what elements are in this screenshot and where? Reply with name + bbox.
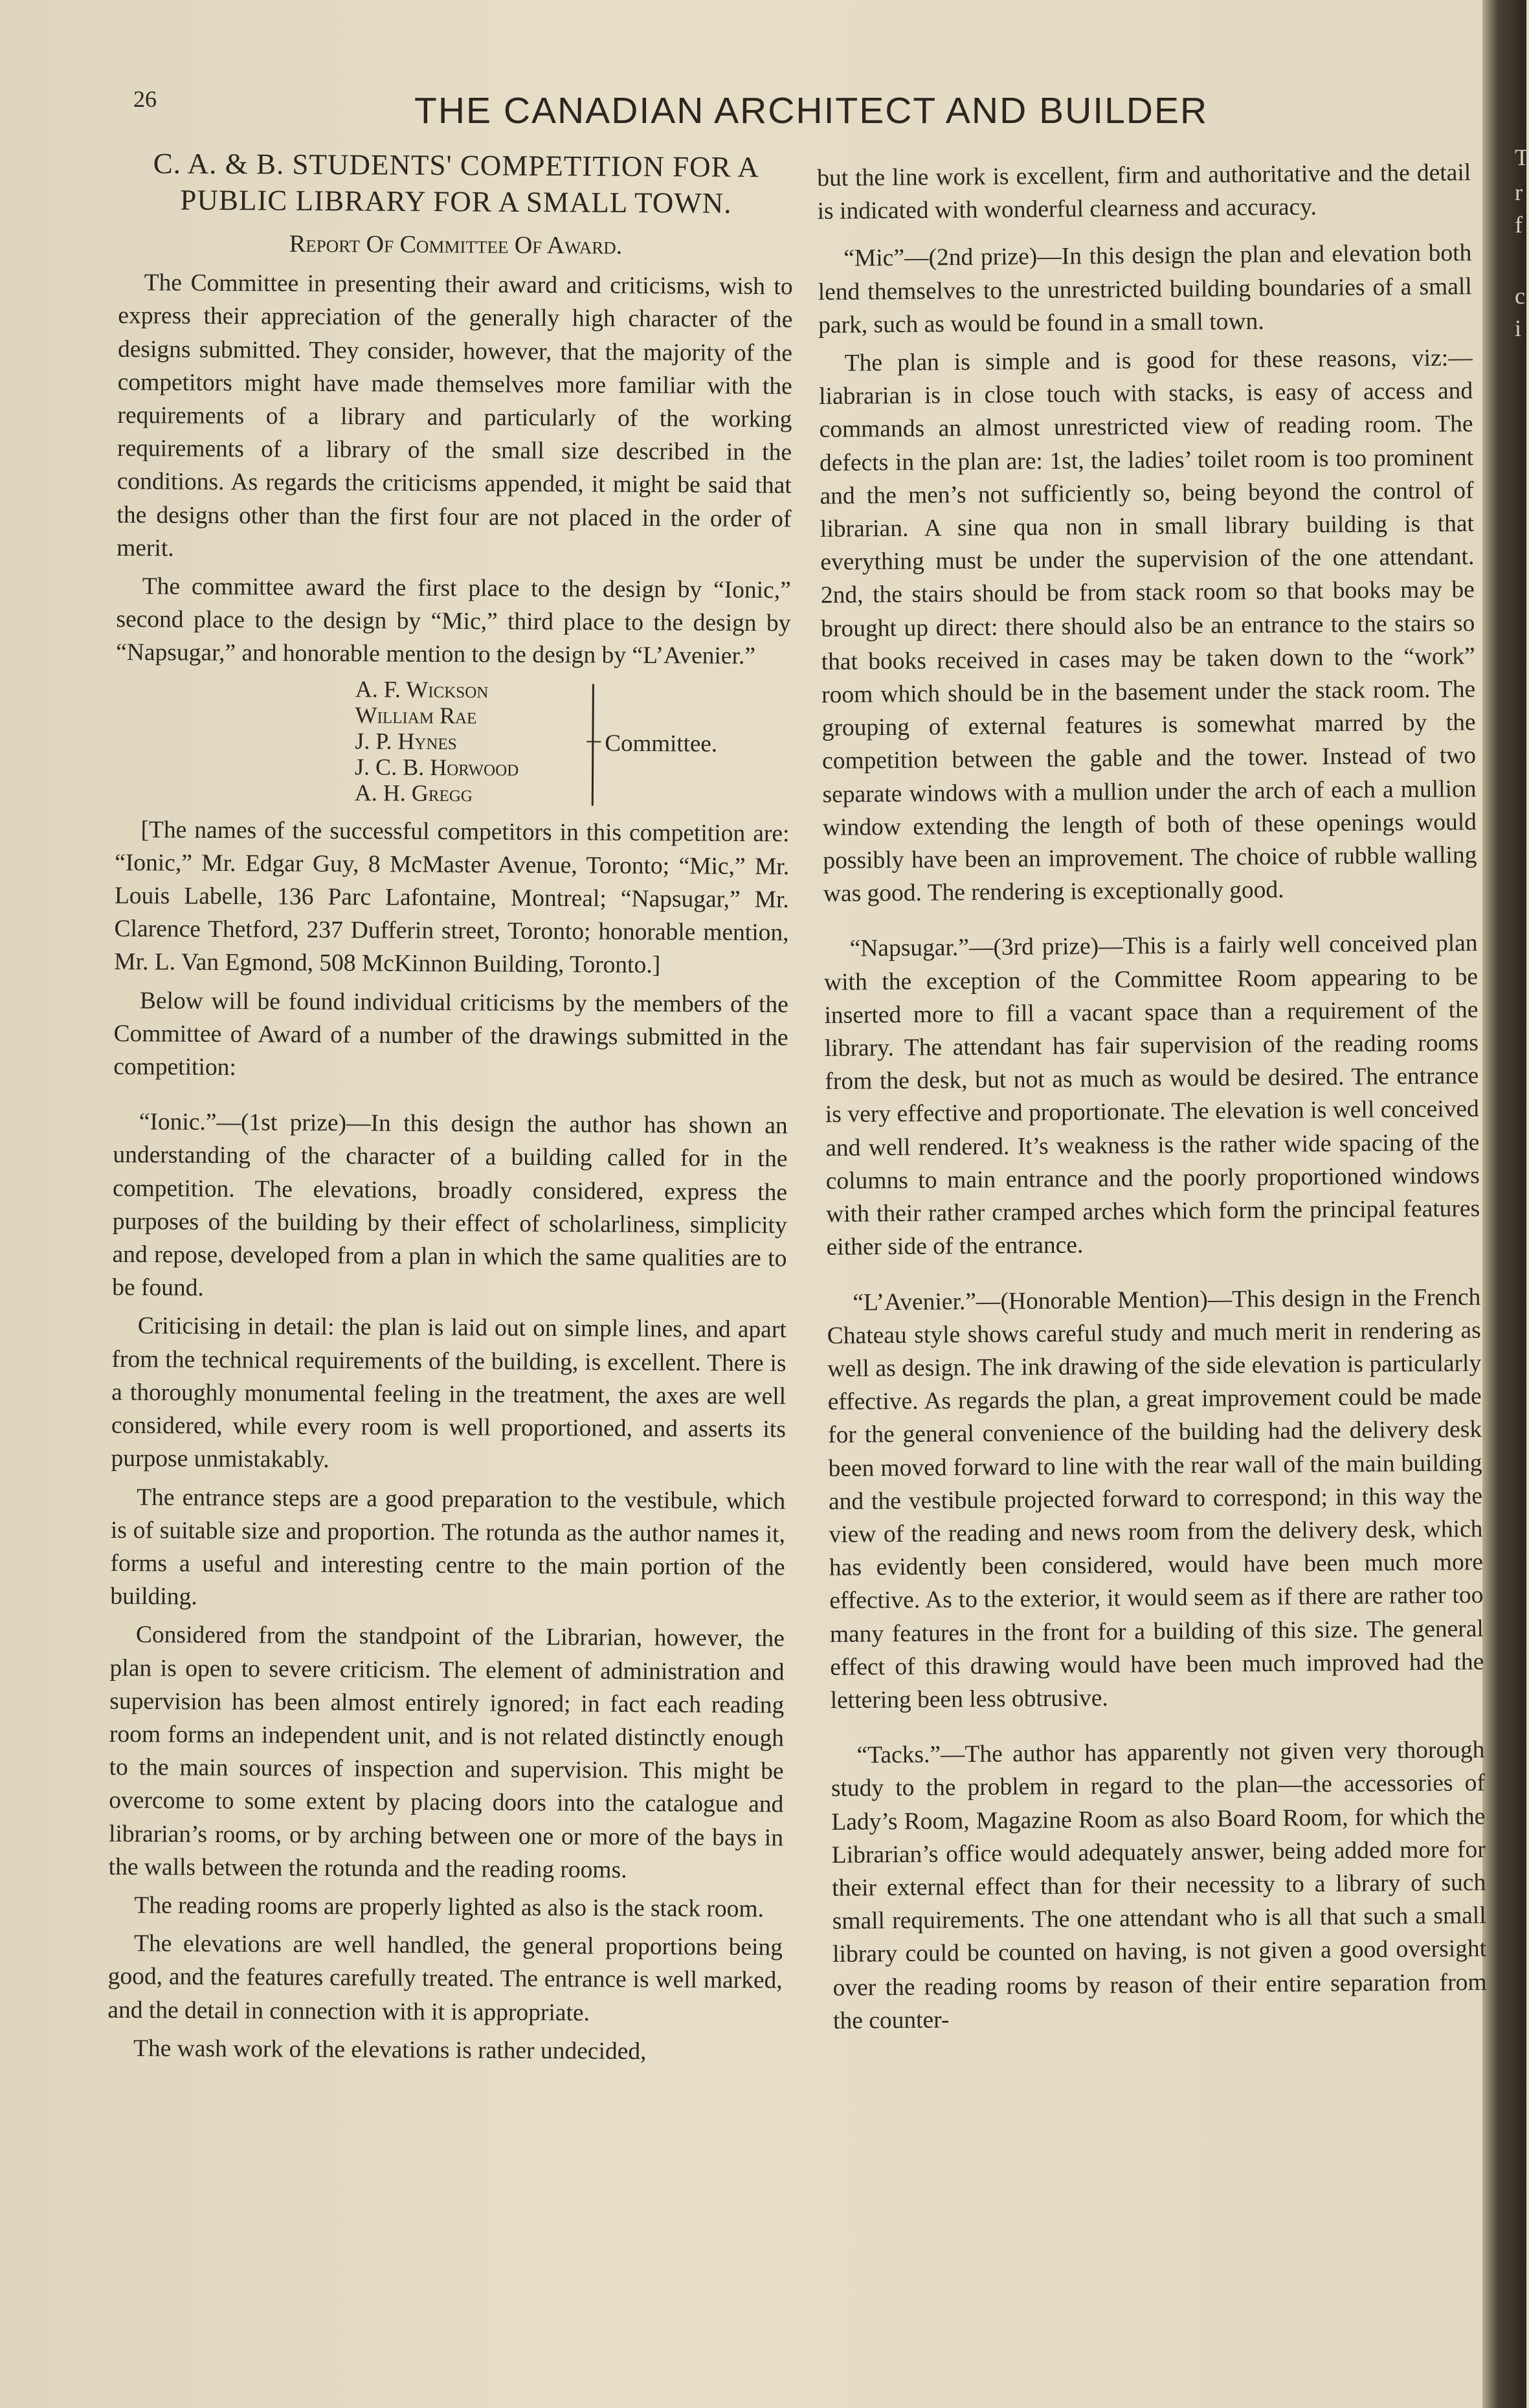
left-column (107, 142, 794, 2074)
title-line: C. A. & B. STUDENTS' COMPETITION FOR A (153, 147, 760, 184)
edge-char: c (1515, 283, 1525, 309)
committee-members (355, 676, 519, 807)
paragraph-lavenier: “L’Avenier.”—(Honorable Mention)—This design in the French Chateau style shows careful study and much merit in rendering as well as design. The ink drawing of the side elevation is particularly effective. As regards the plan, a great improvement could be made for the general convenience of the building had the delivery desk been moved forward to line with the rear wall of the main building and the vestibule projected forward to correspond; in this way the view of the reading and news room from the delivery desk, which has evidently been considered, would have been much more effective. As to the exterior, it would seem as if there are rather too many features in the front for a building of this size. The general effect of this drawing would have been much improved had the lettering been less obtrusive. (827, 1283, 1484, 1714)
title-line: PUBLIC LIBRARY FOR A SMALL TOWN. (180, 183, 732, 219)
paragraph: The elevations are well handled, the general proportions being good, and the features carefully treated. The entrance is well marked, and the detail in connection with it is appropriate. (107, 1930, 783, 2027)
paragraph: but the line work is excellent, firm and authoritative and the detail is indicated with wonderful clearness and accuracy. (817, 159, 1471, 225)
paragraph: Criticising in detail: the plan is laid out on simple lines, and apart from the technical requirements of the building, is excellent. There is a thoroughly monumental feeling in the treatment, the axes are well considered, while every room is well proportioned, and asserts its purpose unmistakably. (111, 1312, 787, 1474)
paragraph: The committee award the first place to the design by “Ionic,” second place to the design by “Mic,” third place to the design by “Napsugar,” and honorable mention to the design by “L’Avenier.” (116, 573, 791, 670)
committee-member: William Rae (355, 701, 477, 729)
paragraph: The reading rooms are properly lighted as also is the stack room. (134, 1892, 764, 1923)
running-head: THE CANADIAN ARCHITECT AND BUILDER (414, 90, 1209, 131)
page-number: 26 (133, 86, 157, 112)
paragraph: [The names of the successful competitors in this competition are: “Ionic,” Mr. Edgar Guy, 8 McMaster Avenue, Toronto; “Mic,” Mr. Louis Labelle, 136 Parc Lafontaine, Montreal; “Napsugar,” Mr. Clarence Thetford, 237 Dufferin street, Toronto; honorable mention, Mr. L. Van Egmond, 508 McKinnon Building, Toronto.] (114, 816, 790, 979)
edge-char: r (1515, 179, 1523, 205)
committee-member: J. C. B. Horwood (354, 753, 519, 781)
paragraph-mic: “Mic”—(2nd prize)—In this design the plan and elevation both lend themselves to the unrestricted building boundaries of a small park, such as would be found in a small town. (818, 240, 1472, 339)
committee-signatures (115, 675, 790, 813)
committee-label: Committee. (605, 730, 718, 758)
committee-member: A. H. Gregg (354, 779, 473, 806)
article-subtitle: Report Of Committee Of Award. (289, 230, 623, 260)
paragraph: The Committee in presenting their award and criticisms, wish to express their appreciation of the generally high character of the designs submitted. They consider, however, that the majority of the competitors might have made themselves more familiar with the requirements of a library and particularly of the working requirements of a library of the small size described in the conditions. As regards the criticisms appended, it might be said that the designs other than the first four are not placed in the order of merit. (117, 269, 793, 562)
paragraph-ionic: “Ionic.”—(1st prize)—In this design the author has shown an understanding of the character of a building called for in the competition. The elevations, broadly considered, express the purposes of the building by their effect of scholarliness, simplicity and repose, developed from a plan in which the same qualities are to be found. (112, 1108, 788, 1302)
paragraph: The entrance steps are a good preparation to the vestibule, which is of suitable size and proportion. The rotunda as the author names it, forms a useful and interesting centre to the main portion of the building. (110, 1483, 786, 1610)
committee-brace (577, 684, 594, 805)
committee-member: J. P. Hynes (355, 727, 457, 754)
committee-member: A. F. Wickson (355, 675, 489, 703)
facing-page-edge (1482, 0, 1526, 2408)
edge-char: f (1515, 212, 1523, 238)
edge-char: T (1515, 144, 1529, 170)
paragraph-tacks: “Tacks.”—The author has apparently not given very thorough study to the problem in regard to the plan—the accessories of Lady’s Room, Magazine Room as also Board Room, for which the Librarian’s office would adequately answer, being added more for their external effect than for their necessity to a library of such small requirements. The one attendant who is all that such a small library could be counted on having, is not given a good oversight over the reading rooms by reason of their entire separation from the counter- (831, 1737, 1487, 2034)
paragraph-napsugar: “Napsugar.”—(3rd prize)—This is a fairly well conceived plan with the exception of the Committee Room appearing to be inserted more to fill a vacant space than a requirement of the library. The attendant has fair supervision of the reading rooms from the desk, but not as much as would be desired. The entrance is very effective and proportionate. The elevation is well conceived and well rendered. It’s weakness is the rather wide spacing of the columns to main entrance and the poorly proportioned windows with their rather cramped arches which form the principal features either side of the entrance. (823, 930, 1480, 1261)
paragraph: Considered from the standpoint of the Librarian, however, the plan is open to severe criticism. The element of administration and supervision has been almost entirely ignored; in fact each reading room forms an independent unit, and is not related distinctly enough to the main sources of inspection and supervision. This might be overcome to some extent by placing doors into the catalogue and librarian’s rooms, or by arching between one or more of the bays in the walls between the rotunda and the reading rooms. (108, 1621, 785, 1884)
article-title (118, 145, 794, 221)
paragraph: The wash work of the elevations is rather undecided, (133, 2034, 647, 2065)
committee-brace-tip (586, 741, 601, 742)
paragraph: The plan is simple and is good for these reasons, viz:—liabrarian is in close touch with stacks, is easy of access and commands an almost unrestricted view of reading room. The defects in the plan are: 1st, the ladies’ toilet room is too prominent and the men’s not sufficiently so, being beyond the control of librarian. A sine qua non in small library building is that everything must be under the supervision of the one attendant. 2nd, the stairs should be from stack room so that books may be brought up direct: there should also be an entrance to the stairs so that books received in cases may be taken down to the “work” room which should be in the basement under the stack room. The grouping of external features is somewhat marred by the competition between the gable and the tower. Instead of two separate windows with a mullion under the arch of each a mullion window extending the length of both of these openings would possibly have been an improvement. The choice of rubble walling was good. The rendering is exceptionally good. (818, 344, 1477, 908)
paragraph: Below will be found individual criticisms by the members of the Committee of Award of a number of the drawings submitted in the competition: (113, 987, 789, 1081)
edge-char: i (1515, 315, 1522, 341)
right-column (817, 156, 1487, 2043)
